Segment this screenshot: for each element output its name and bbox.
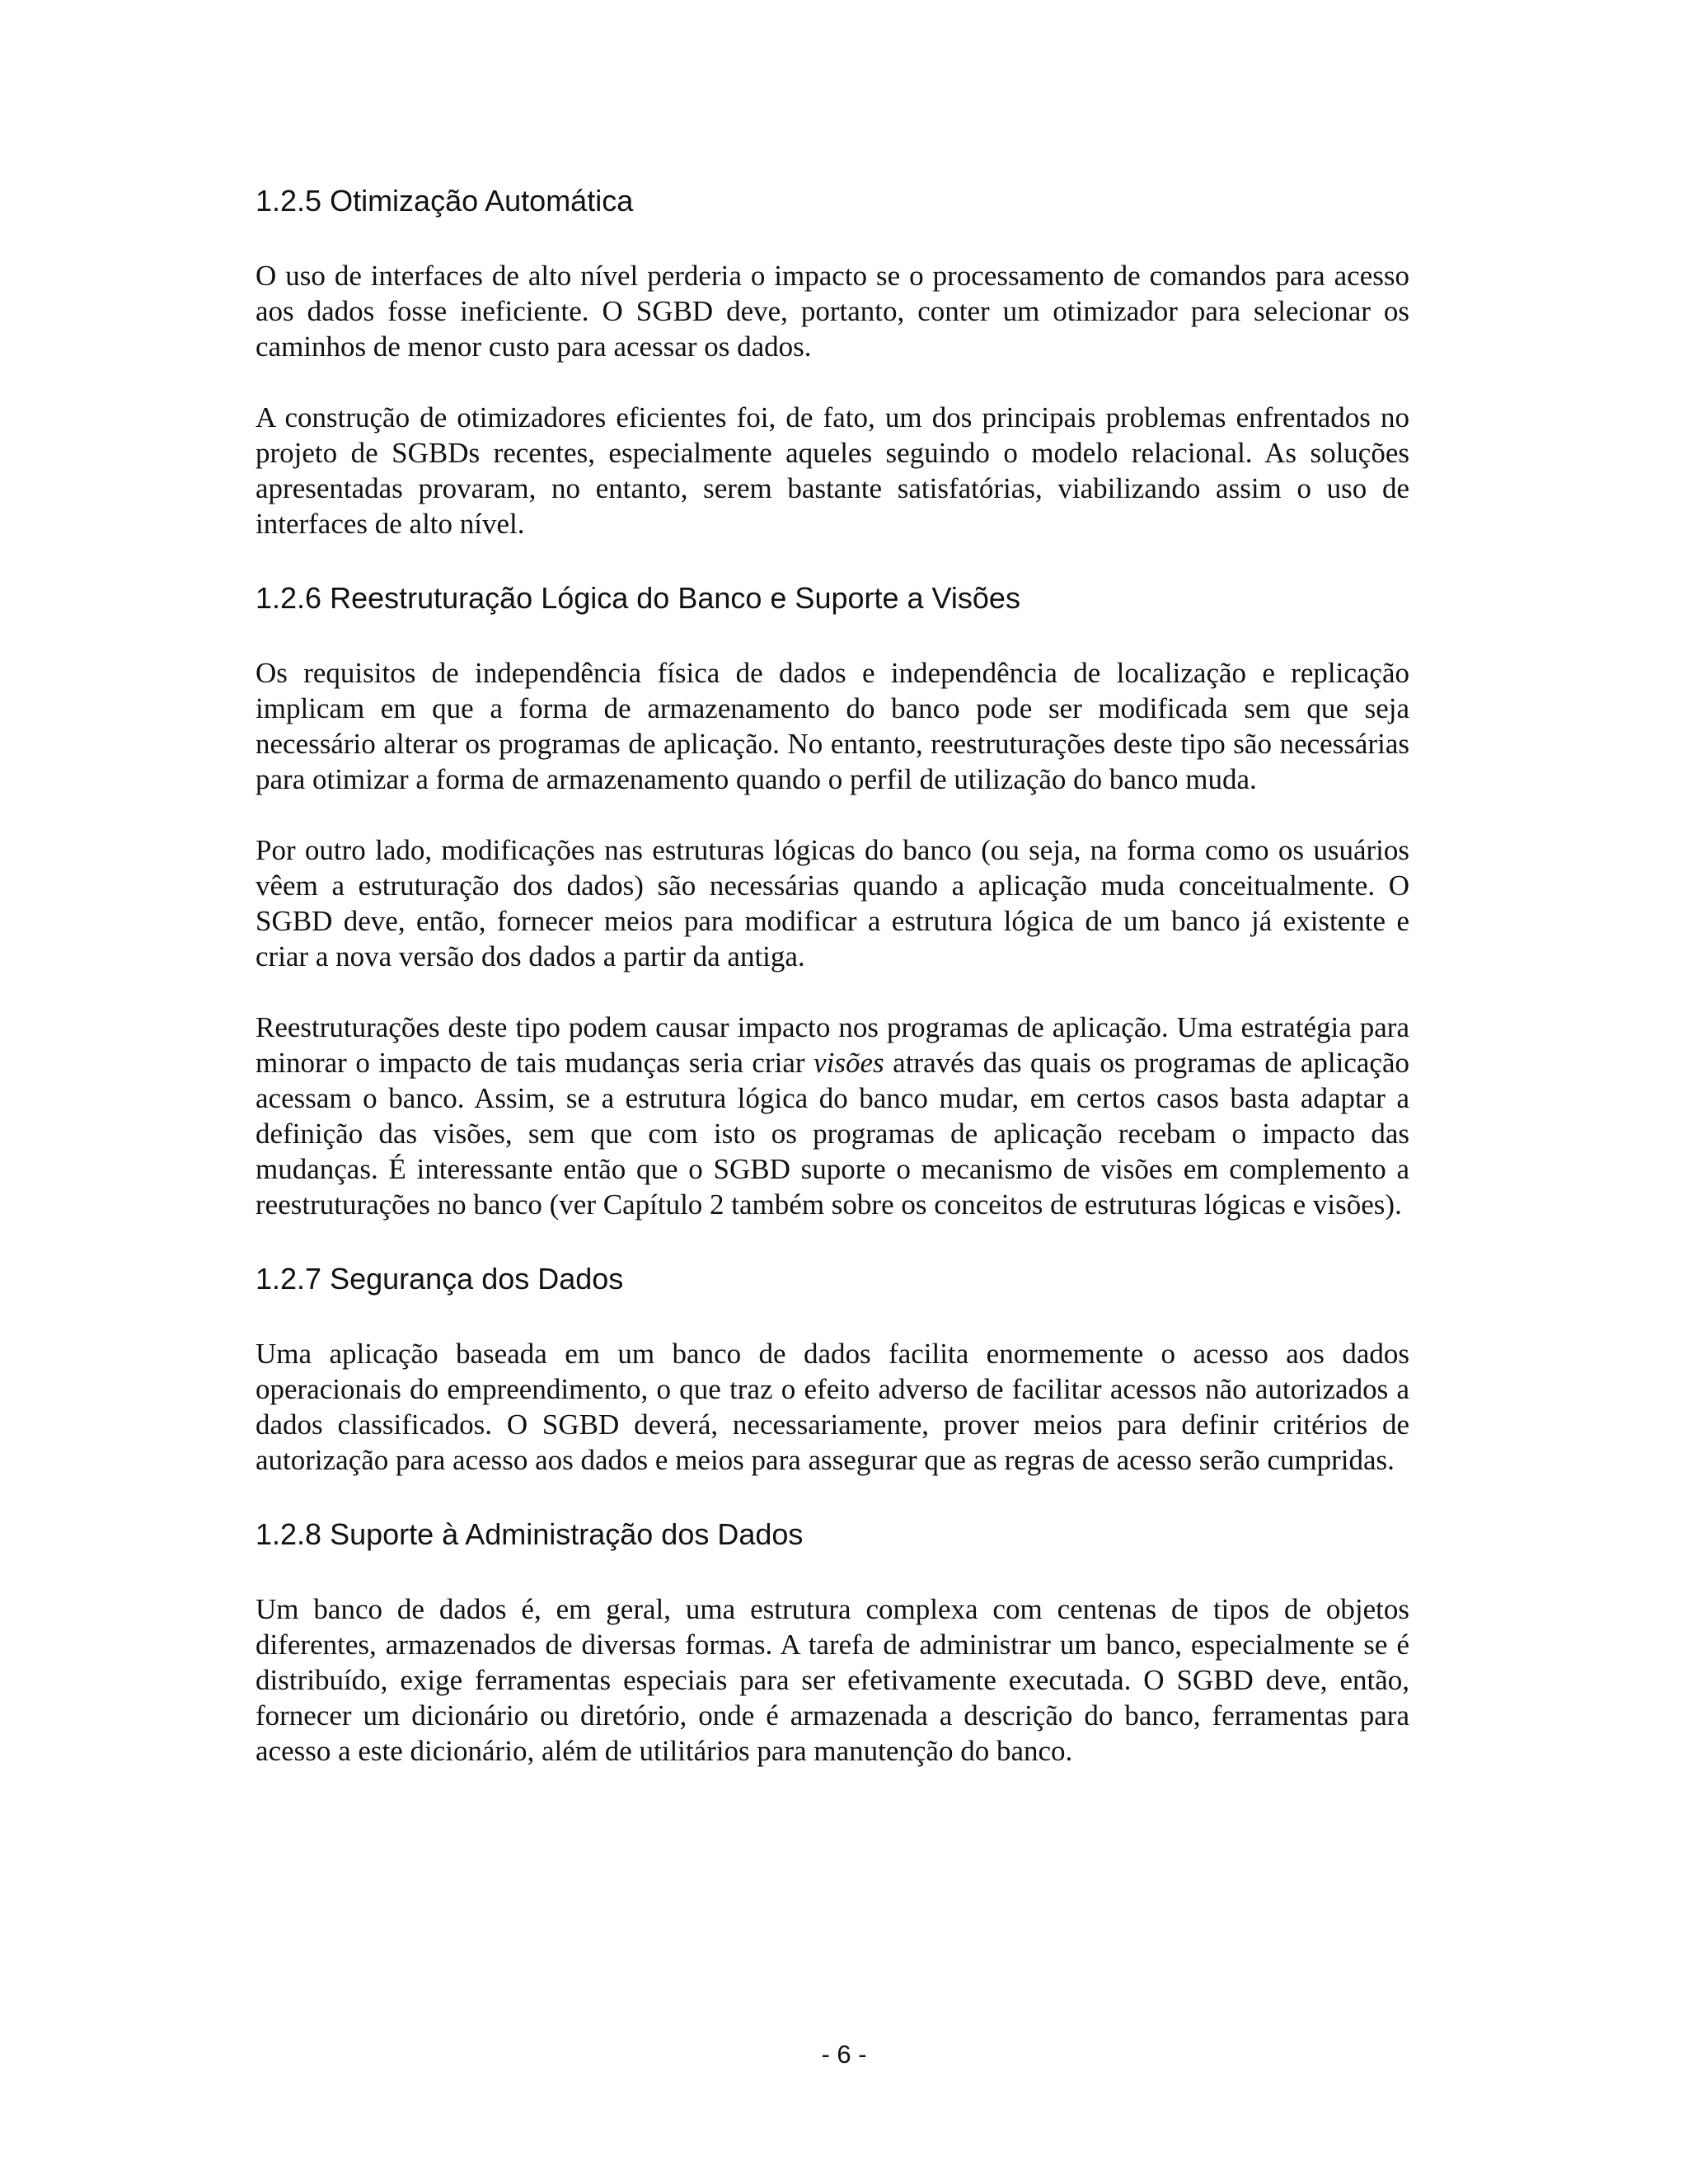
section-otimizacao	[256, 180, 1409, 541]
paragraph-text: através das quais os programas de aplicação acessam o banco. Assim, se a estrutura lógica do banco mudar, em certos casos basta adaptar a definição das visões, sem que com isto os programas de aplicação recebam o impacto das mudanças. É interessante então que o SGBD suporte o mecanismo de visões em complemento a reestruturações no banco (ver Capítulo 2 também sobre os conceitos de estruturas lógicas e visões).	[256, 1047, 1410, 1221]
section-administracao	[256, 1513, 1409, 1769]
page-content	[256, 180, 1409, 1804]
page-number: - 6 -	[821, 2040, 867, 2069]
section-seguranca	[256, 1258, 1409, 1478]
section-heading: 1.2.7 Segurança dos Dados	[256, 1262, 624, 1296]
paragraph: A construção de otimizadores eficientes foi, de fato, um dos principais problemas enfrentados no projeto de SGBDs recentes, especialmente aqueles seguindo o modelo relacional. As soluções apresentadas provaram, no entanto, serem bastante satisfatórias, viabilizando assim o uso de interfaces de alto nível.	[256, 401, 1409, 540]
section-heading: 1.2.6 Reestruturação Lógica do Banco e Suporte a Visões	[256, 581, 1020, 615]
paragraph-with-emphasis	[256, 1010, 1409, 1222]
section-reestruturacao	[256, 577, 1409, 1222]
paragraph: Um banco de dados é, em geral, uma estrutura complexa com centenas de tipos de objetos diferentes, armazenados de diversas formas. A tarefa de administrar um banco, especialmente se é distribuído, exige ferramentas especiais para ser efetivamente executada. O SGBD deve, então, fornecer um dicionário ou diretório, onde é armazenada a descrição do banco, ferramentas para acesso a este dicionário, além de utilitários para manutenção do banco.	[256, 1593, 1409, 1767]
paragraph: Uma aplicação baseada em um banco de dados facilita enormemente o acesso aos dados operacionais do empreendimento, o que traz o efeito adverso de facilitar acessos não autorizados a dados classificados. O SGBD deverá, necessariamente, prover meios para definir critérios de autorização para acesso aos dados e meios para assegurar que as regras de acesso serão cumpridas.	[256, 1338, 1409, 1476]
paragraph: Os requisitos de independência física de dados e independência de localização e replicação implicam em que a forma de armazenamento do banco pode ser modificada sem que seja necessário alterar os programas de aplicação. No entanto, reestruturações deste tipo são necessárias para otimizar a forma de armazenamento quando o perfil de utilização do banco muda.	[256, 657, 1409, 795]
section-heading: 1.2.5 Otimização Automática	[256, 184, 634, 218]
emphasized-term: visões	[814, 1047, 884, 1079]
paragraph: O uso de interfaces de alto nível perderia o impacto se o processamento de comandos para acesso aos dados fosse ineficiente. O SGBD deve, portanto, conter um otimizador para selecionar os caminhos de menor custo para acessar os dados.	[256, 260, 1409, 363]
paragraph-text: Reestruturações deste tipo podem causar impacto nos programas de aplicação. Uma estratégia para minorar o impacto de tais mudanças seria criar	[256, 1011, 1409, 1079]
paragraph: Por outro lado, modificações nas estruturas lógicas do banco (ou seja, na forma como os usuários vêem a estruturação dos dados) são necessárias quando a aplicação muda conceitualmente. O SGBD deve, então, fornecer meios para modificar a estrutura lógica de um banco já existente e criar a nova versão dos dados a partir da antiga.	[256, 834, 1409, 972]
section-heading: 1.2.8 Suporte à Administração dos Dados	[256, 1517, 804, 1551]
